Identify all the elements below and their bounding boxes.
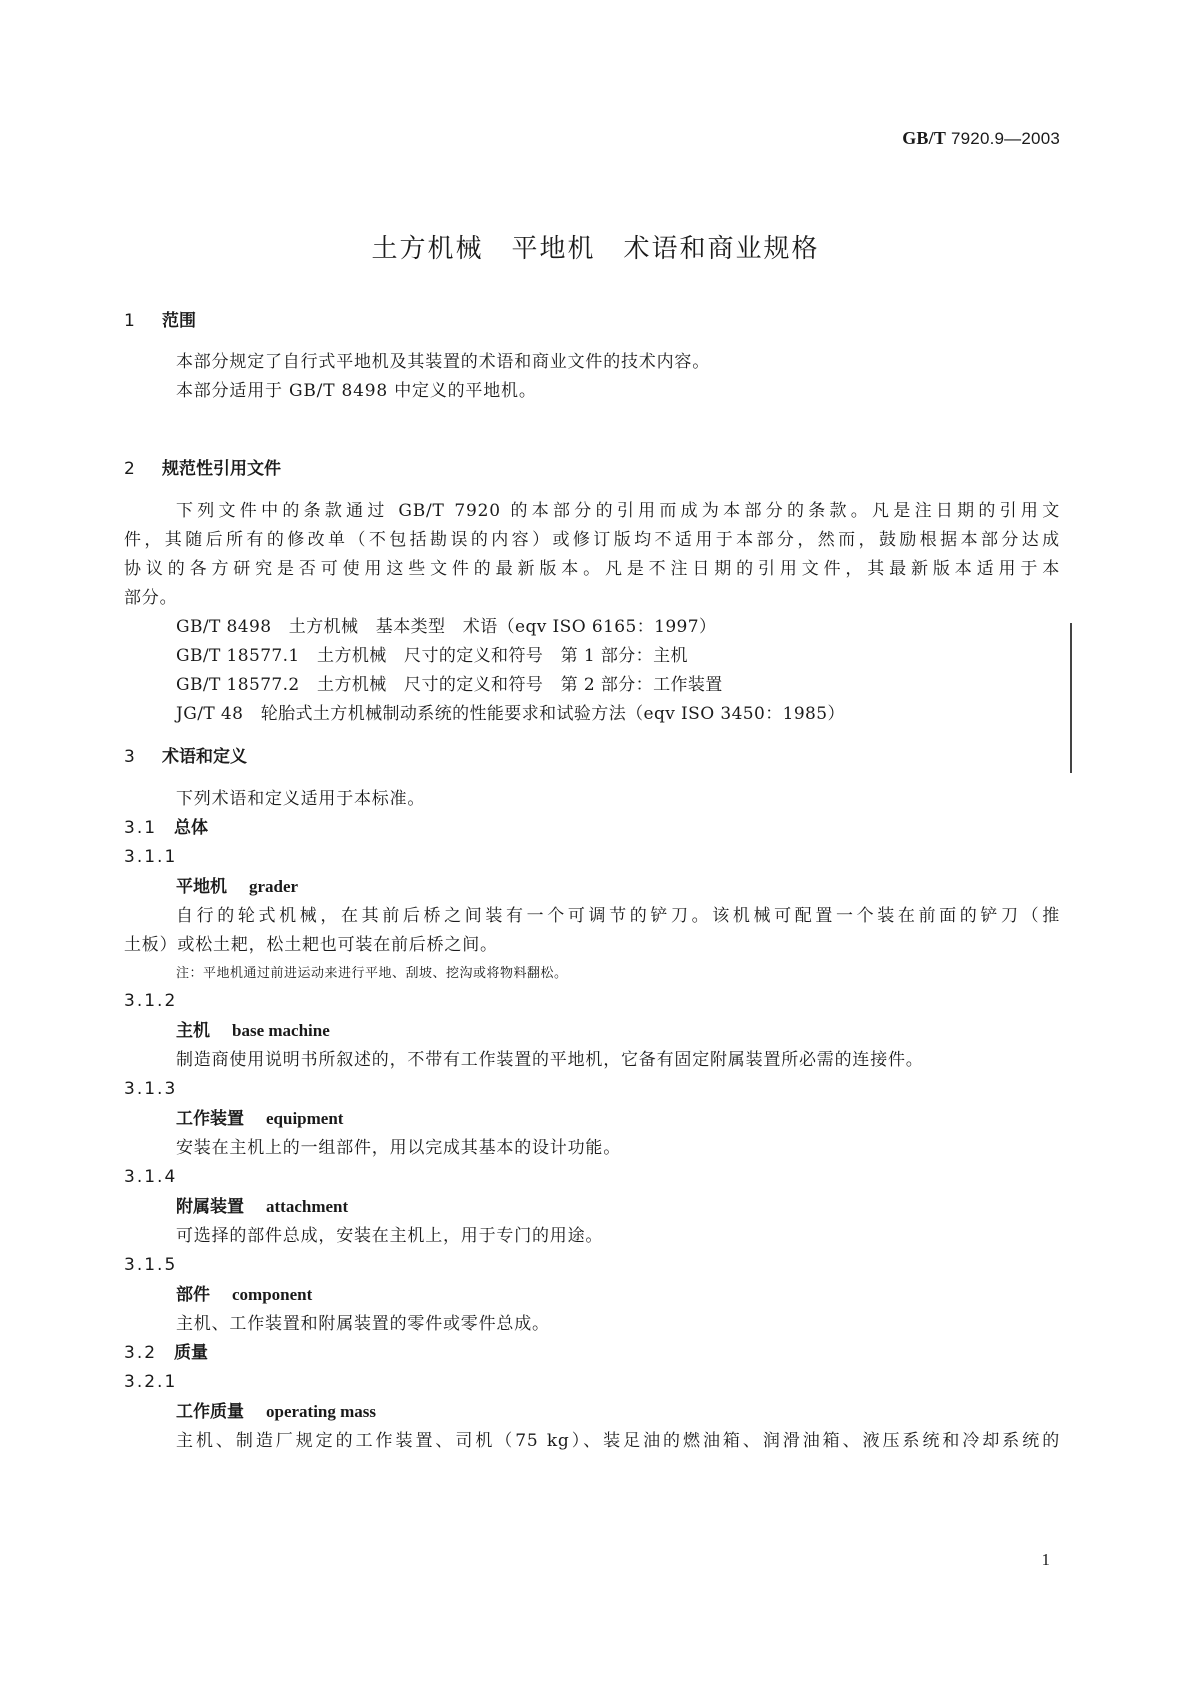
term-en: component <box>232 1285 313 1304</box>
section-number: 2 <box>124 459 135 479</box>
reference-item: GB/T 18577.2 土方机械 尺寸的定义和符号 第 2 部分：工作装置 <box>176 675 723 695</box>
section-heading-3 <box>124 746 247 768</box>
section-number: 1 <box>124 311 135 331</box>
term-number: 3.1.1 <box>124 847 178 867</box>
term-zh: 附属装置 <box>176 1197 244 1217</box>
standard-number: 7920.9—2003 <box>950 129 1060 148</box>
term-zh: 主机 <box>176 1021 210 1041</box>
paragraph-line: 下列文件中的条款通过 GB/T 7920 的本部分的引用而成为本部分的条款。凡是注日期的引用文 <box>176 501 1060 521</box>
definition-line: 土板）或松土耙，松土耙也可装在前后桥之间。 <box>124 935 498 955</box>
term-heading <box>176 1196 348 1218</box>
section-number: 3 <box>124 747 135 767</box>
paragraph-line: 协议的各方研究是否可使用这些文件的最新版本。凡是不注日期的引用文件，其最新版本适用于本 <box>124 559 1060 579</box>
section-number: 3.2 <box>124 1343 158 1363</box>
term-zh: 平地机 <box>176 877 227 897</box>
subsection-heading-3-1 <box>124 817 208 839</box>
term-en: equipment <box>266 1109 344 1128</box>
section-heading-2 <box>124 458 281 480</box>
term-en: attachment <box>266 1197 349 1216</box>
term-number: 3.1.2 <box>124 991 178 1011</box>
definition-line: 主机、制造厂规定的工作装置、司机（75 kg）、装足油的燃油箱、润滑油箱、液压系统和冷却系统的 <box>176 1431 1060 1451</box>
term-zh: 工作装置 <box>176 1109 244 1129</box>
paragraph: 本部分适用于 GB/T 8498 中定义的平地机。 <box>176 381 537 401</box>
reference-item: GB/T 8498 土方机械 基本类型 术语（eqv ISO 6165：1997） <box>176 617 717 637</box>
reference-item: JG/T 48 轮胎式土方机械制动系统的性能要求和试验方法（eqv ISO 3450：1985） <box>176 704 845 724</box>
revision-marker-bar <box>1070 623 1072 773</box>
definition-line: 可选择的部件总成，安装在主机上，用于专门的用途。 <box>176 1226 604 1246</box>
term-number: 3.2.1 <box>124 1372 178 1392</box>
term-en: base machine <box>232 1021 330 1040</box>
term-number: 3.1.5 <box>124 1255 178 1275</box>
term-note: 注：平地机通过前进运动来进行平地、刮坡、挖沟或将物料翻松。 <box>176 966 568 981</box>
term-number: 3.1.3 <box>124 1079 178 1099</box>
section-title: 规范性引用文件 <box>162 459 281 479</box>
term-heading <box>176 876 298 898</box>
standard-prefix: GB/T <box>902 128 947 148</box>
term-zh: 工作质量 <box>176 1402 244 1422</box>
definition-line: 主机、工作装置和附属装置的零件或零件总成。 <box>176 1314 550 1334</box>
term-en: operating mass <box>266 1402 377 1421</box>
paragraph-line: 部分。 <box>124 588 178 608</box>
paragraph: 本部分规定了自行式平地机及其装置的术语和商业文件的技术内容。 <box>176 352 710 372</box>
paragraph-line: 件，其随后所有的修改单（不包括勘误的内容）或修订版均不适用于本部分，然而，鼓励根据本部分达成 <box>124 530 1060 550</box>
definition-line: 制造商使用说明书所叙述的，不带有工作装置的平地机，它备有固定附属装置所必需的连接件。 <box>176 1050 924 1070</box>
term-heading <box>176 1108 343 1130</box>
section-title: 范围 <box>162 311 196 331</box>
subsection-heading-3-2 <box>124 1342 208 1364</box>
term-zh: 部件 <box>176 1285 210 1305</box>
definition-line: 自行的轮式机械，在其前后桥之间装有一个可调节的铲刀。该机械可配置一个装在前面的铲刀（推 <box>176 906 1060 926</box>
reference-item: GB/T 18577.1 土方机械 尺寸的定义和符号 第 1 部分：主机 <box>176 646 688 666</box>
term-en: grader <box>249 877 299 896</box>
term-heading <box>176 1401 376 1423</box>
term-number: 3.1.4 <box>124 1167 178 1187</box>
term-heading <box>176 1284 312 1306</box>
term-heading <box>176 1020 330 1042</box>
section-heading-1 <box>124 310 196 332</box>
section-title: 术语和定义 <box>162 747 247 767</box>
definition-line: 安装在主机上的一组部件，用以完成其基本的设计功能。 <box>176 1138 621 1158</box>
document-title: 土方机械 平地机 术语和商业规格 <box>371 234 820 264</box>
page-number: 1 <box>1041 1550 1050 1569</box>
section-title: 总体 <box>174 818 208 838</box>
section-number: 3.1 <box>124 818 158 838</box>
section-title: 质量 <box>174 1343 208 1363</box>
paragraph: 下列术语和定义适用于本标准。 <box>176 789 426 809</box>
standard-code <box>902 128 1060 149</box>
